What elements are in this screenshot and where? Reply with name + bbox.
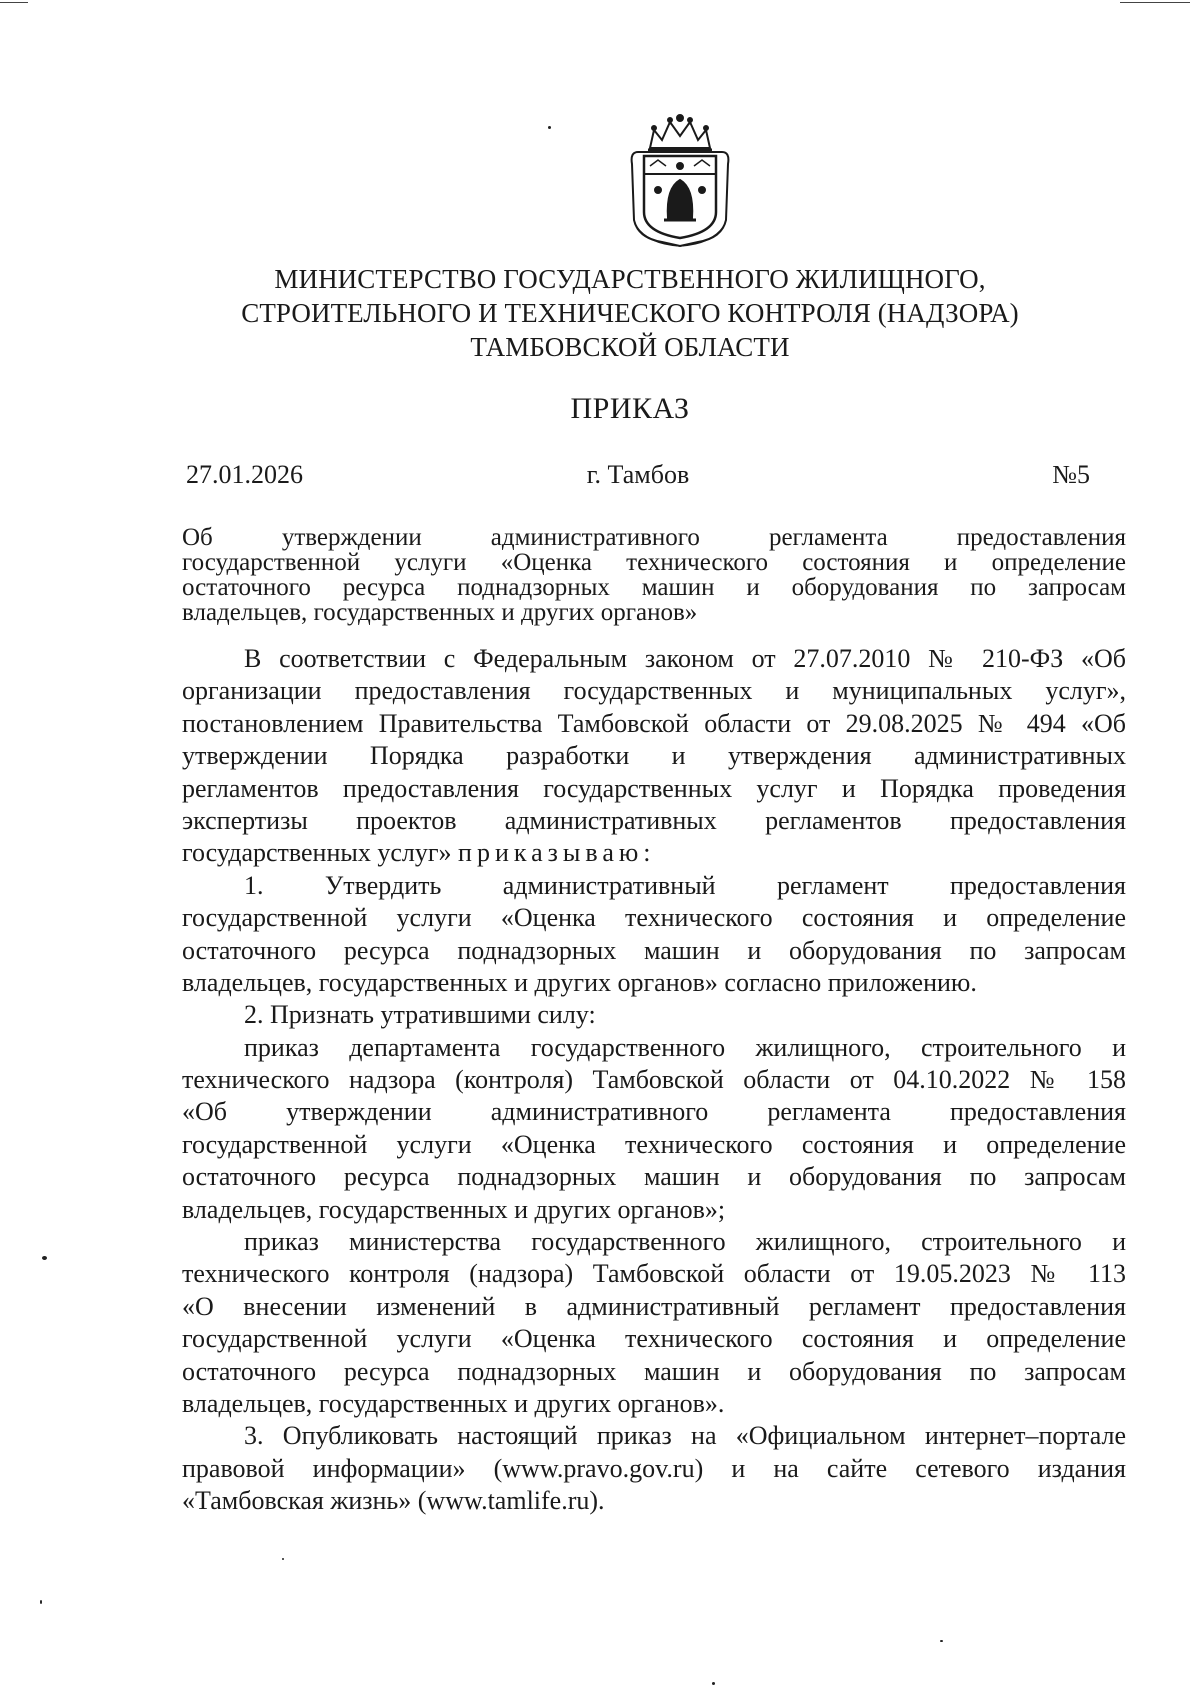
item3-line: правовой информации» (www.pravo.gov.ru) и на сайте сетевого издания [182, 1453, 1126, 1483]
ministry-line: СТРОИТЕЛЬНОГО И ТЕХНИЧЕСКОГО КОНТРОЛЯ (НАДЗОРА) [241, 298, 1019, 328]
item1-line: государственной услуги «Оценка технического состояния и определение [182, 903, 1126, 933]
scan-edge-mark [1120, 2, 1190, 3]
order-word: приказываю: [458, 838, 656, 868]
item2b-line: остаточного ресурса поднадзорных машин и оборудования по запросам [182, 1356, 1126, 1386]
item2a-line: остаточного ресурса поднадзорных машин и оборудования по запросам [182, 1162, 1126, 1192]
item3-line: «Тамбовская жизнь» (www.tamlife.ru). [182, 1486, 605, 1516]
scan-speck [548, 126, 551, 129]
scan-speck [42, 1256, 47, 1260]
title-line: Об утверждении административного регламента предоставления [182, 524, 1126, 551]
title-line: государственной услуги «Оценка технического состояния и определение [182, 549, 1126, 576]
document-body [182, 643, 1126, 1518]
preamble-line: постановлением Правительства Тамбовской области от 29.08.2025 № 494 «Об [182, 708, 1126, 738]
preamble-line: организации предоставления государственных и муниципальных услуг», [182, 676, 1126, 706]
item2b-line: государственной услуги «Оценка технического состояния и определение [182, 1324, 1126, 1354]
preamble-line: регламентов предоставления государственных услуг и Порядка проведения [182, 773, 1126, 803]
ministry-line: МИНИСТЕРСТВО ГОСУДАРСТВЕННОГО ЖИЛИЩНОГО, [274, 264, 986, 294]
preamble-line: утверждении Порядка разработки и утверждения административных [182, 741, 1126, 771]
ministry-line: ТАМБОВСКОЙ ОБЛАСТИ [470, 332, 790, 362]
item2b-line: приказ министерства государственного жилищного, строительного и [244, 1227, 1126, 1257]
item2b-line: «О внесении изменений в административный регламент предоставления [182, 1291, 1126, 1321]
preamble-line [182, 837, 1126, 869]
item1-line: остаточного ресурса поднадзорных машин и оборудования по запросам [182, 935, 1126, 965]
preamble-line: В соответствии с Федеральным законом от 27.07.2010 № 210-ФЗ «Об [244, 644, 1126, 673]
item2a-line: «Об утверждении административного регламента предоставления [182, 1097, 1126, 1127]
item2b-line: технического контроля (надзора) Тамбовской области от 19.05.2023 № 113 [182, 1259, 1126, 1289]
scan-speck [940, 1640, 943, 1642]
ministry-name [200, 262, 1060, 364]
document-title [182, 525, 1126, 625]
item3-line: 3. Опубликовать настоящий приказ на «Официальном интернет–портале [244, 1421, 1126, 1451]
document-date: 27.01.2026 [186, 460, 303, 489]
item2a-line: приказ департамента государственного жилищного, строительного и [244, 1032, 1126, 1062]
document-city: г. Тамбов [586, 460, 690, 489]
preamble-line-end: государственных услуг» [182, 838, 452, 868]
item2a-line: владельцев, государственных и других органов»; [182, 1194, 726, 1224]
item2-heading: 2. Признать утратившими силу: [244, 1000, 596, 1030]
scan-edge-mark [0, 2, 28, 3]
scan-speck [282, 1558, 284, 1560]
item2a-line: государственной услуги «Оценка технического состояния и определение [182, 1129, 1126, 1159]
preamble-line: экспертизы проектов административных регламентов предоставления [182, 805, 1126, 835]
document-number: №5 [1052, 460, 1090, 489]
item1-line: 1. Утвердить административный регламент предоставления [244, 870, 1126, 900]
tambov-coat-of-arms-icon [628, 108, 732, 248]
item1-line: владельцев, государственных и других органов» согласно приложению. [182, 967, 977, 997]
scan-speck [40, 1600, 42, 1604]
item2a-line: технического надзора (контроля) Тамбовской области от 04.10.2022 № 158 [182, 1065, 1126, 1095]
document-type: ПРИКАЗ [570, 392, 690, 425]
title-line: остаточного ресурса поднадзорных машин и оборудования по запросам [182, 574, 1126, 601]
scan-speck [712, 1682, 715, 1685]
document-meta [186, 460, 1090, 494]
title-line: владельцев, государственных и других органов» [182, 599, 698, 626]
item2b-line: владельцев, государственных и других органов». [182, 1388, 725, 1418]
